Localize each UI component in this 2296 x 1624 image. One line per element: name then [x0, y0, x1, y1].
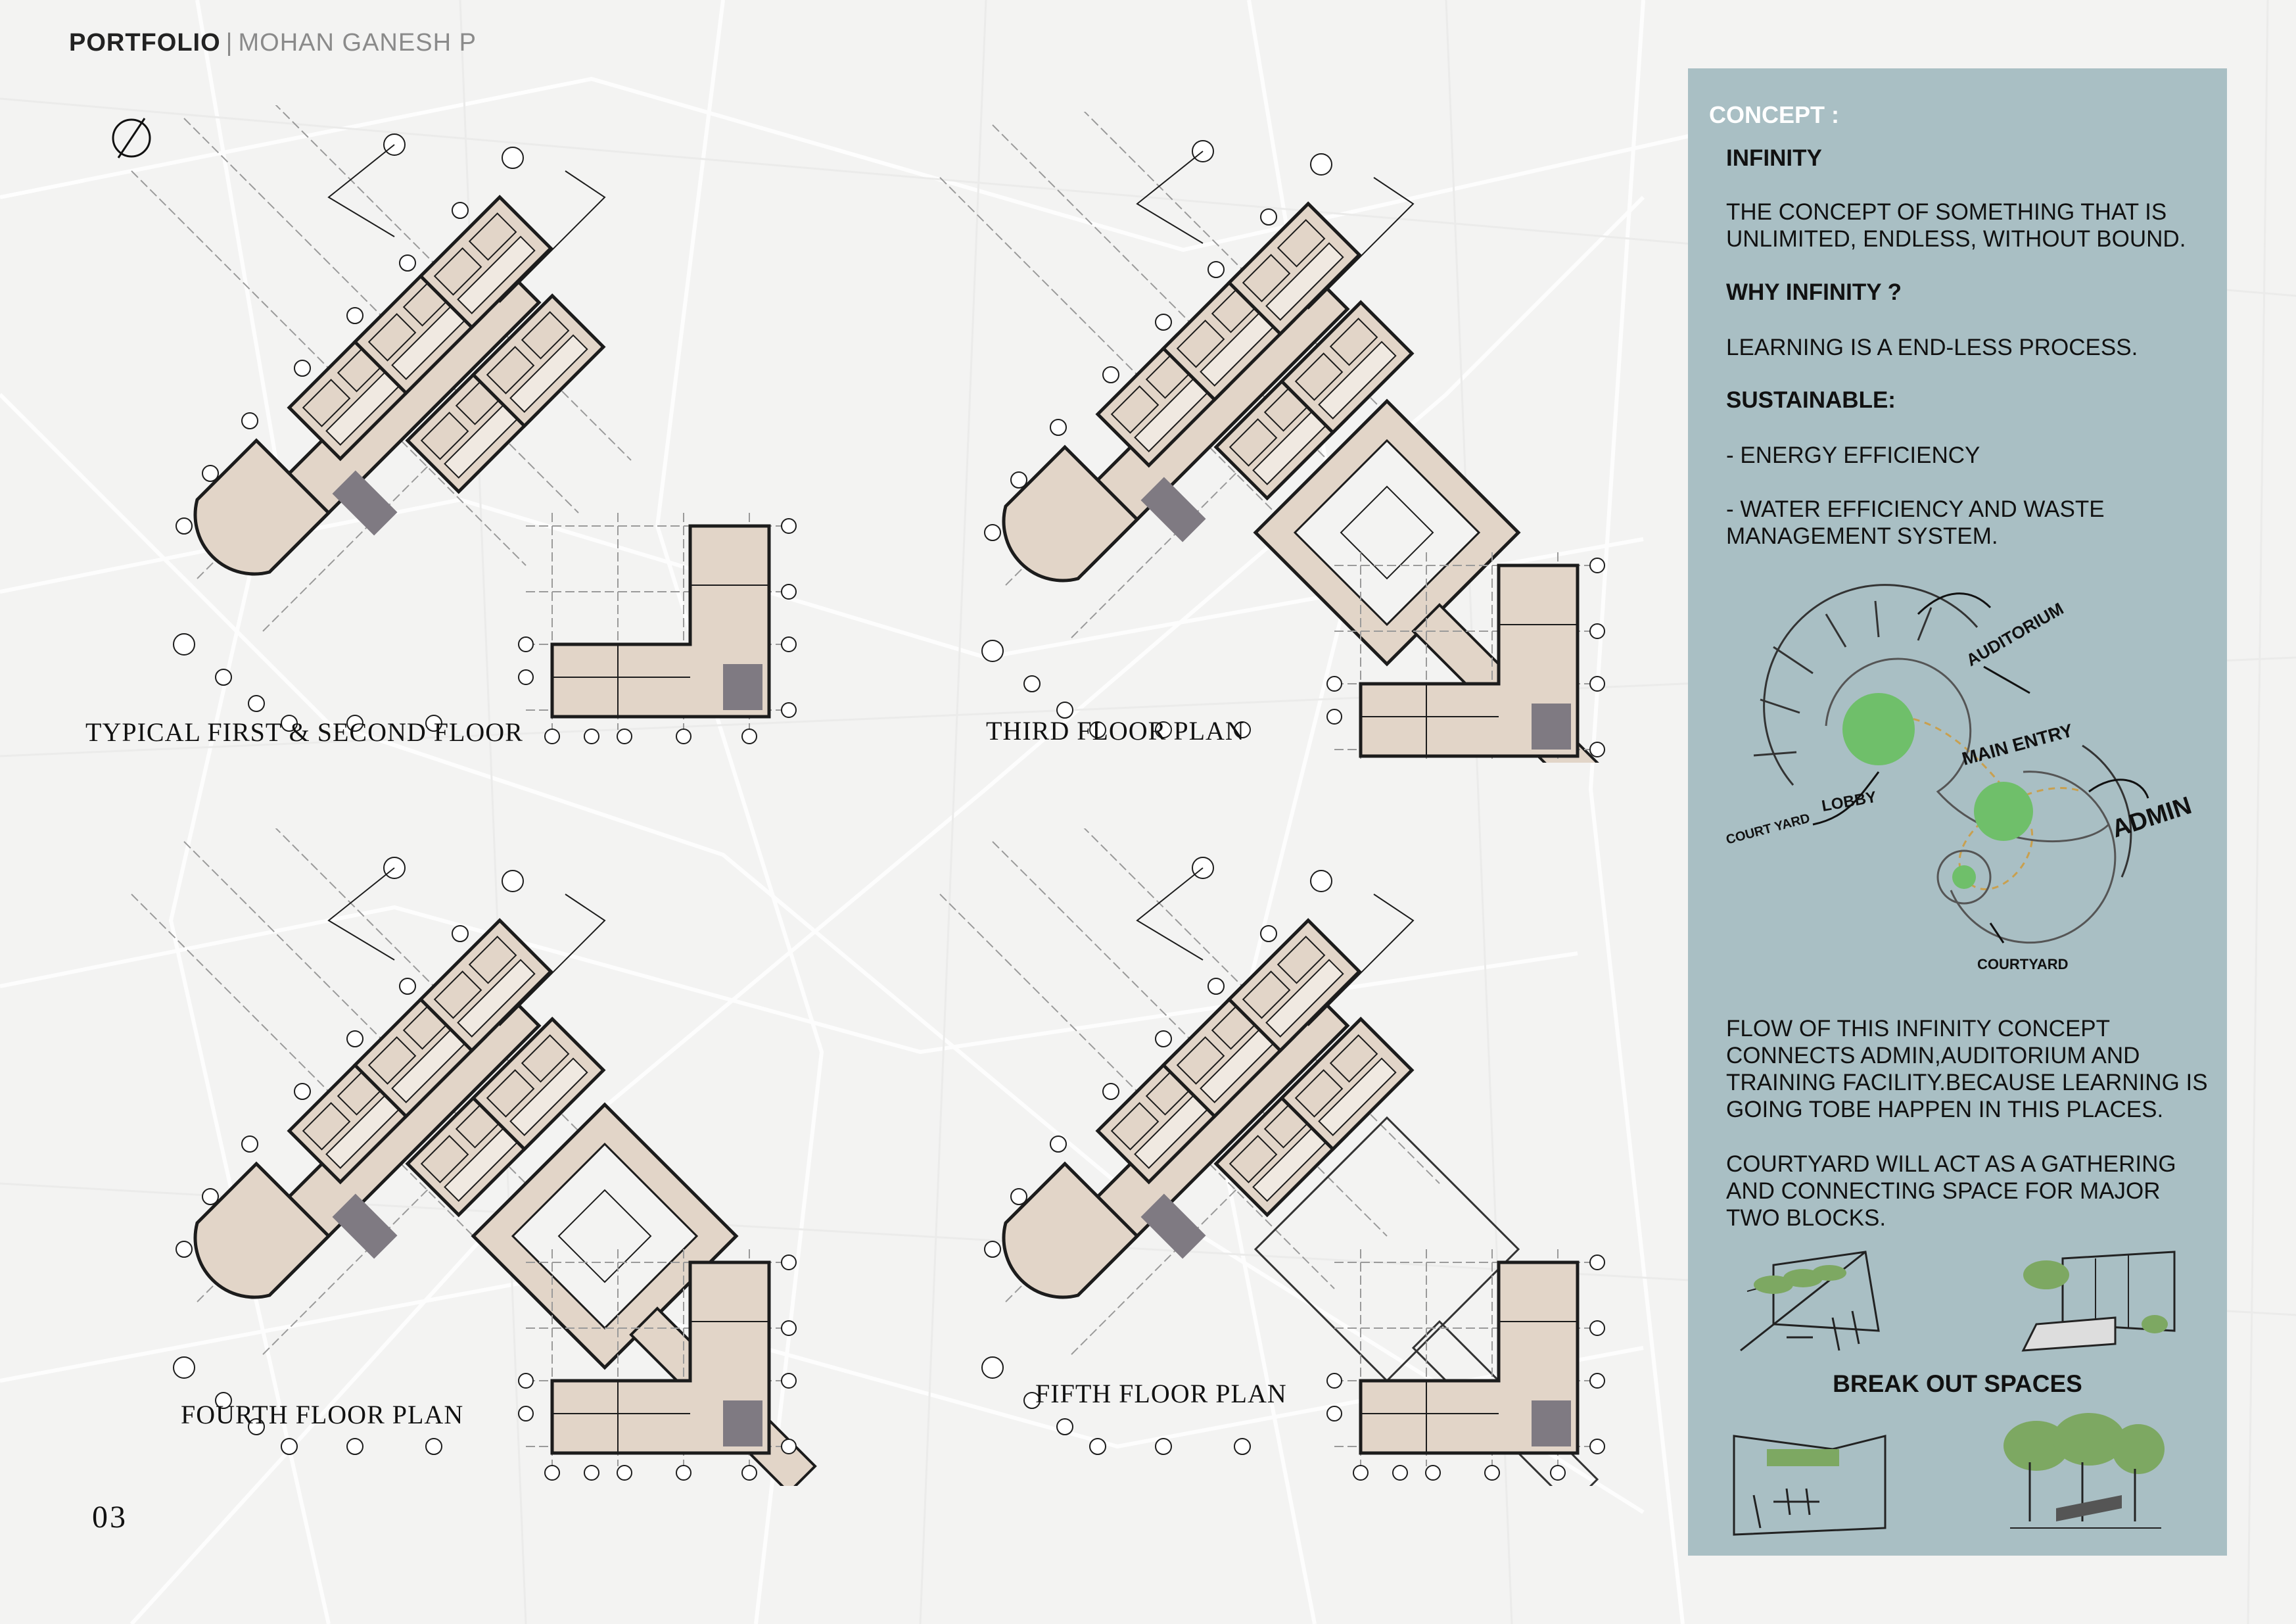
why-heading: WHY INFINITY ? — [1726, 279, 1902, 305]
courtyard-text: COURTYARD WILL ACT AS A GATHERING AND CONNECTING SPACE FOR MAJOR TWO BLOCKS. — [1726, 1151, 2176, 1231]
auditorium-label: AUDITORIUM — [1963, 598, 2067, 671]
plan-title-fourth: FOURTH FLOOR PLAN — [181, 1400, 464, 1429]
breakout-sketch-2 — [2017, 1239, 2188, 1364]
infinity-concept-diagram — [1714, 575, 2214, 982]
floor-plan-third — [927, 112, 1656, 763]
concept-definition: THE CONCEPT OF SOMETHING THAT IS UNLIMITED, ENDLESS, WITHOUT BOUND. — [1726, 199, 2186, 252]
breakout-spaces-label: BREAK OUT SPACES — [1833, 1370, 2082, 1397]
floor-plan-fourth — [118, 828, 841, 1486]
concept-panel — [1688, 68, 2227, 1556]
breakout-sketch-4 — [1997, 1410, 2168, 1535]
plan-title-fifth: FIFTH FLOOR PLAN — [1035, 1379, 1287, 1408]
auditorium-green-circle — [1842, 693, 1915, 765]
floor-plan-typical-first-second — [118, 105, 841, 763]
court-yard-label: COURT YARD — [1724, 811, 1812, 848]
author-name: MOHAN GANESH P — [238, 29, 477, 57]
breakout-sketch-3 — [1727, 1423, 1898, 1548]
admin-label: ADMIN — [2108, 792, 2195, 844]
why-text: LEARNING IS A END-LESS PROCESS. — [1726, 335, 2138, 360]
energy-text: - ENERGY EFFICIENCY — [1726, 442, 1980, 468]
breakout-sketch-1 — [1734, 1239, 1905, 1364]
portfolio-label: PORTFOLIO — [69, 29, 221, 57]
plan-title-third: THIRD FLOOR PLAN — [986, 716, 1245, 746]
page-number: 03 — [92, 1500, 128, 1535]
water-text: - WATER EFFICIENCY AND WASTE MANAGEMENT SYSTEM. — [1726, 496, 2105, 549]
courtyard-label: COURTYARD — [1977, 956, 2069, 972]
plan-title-typical: TYPICAL FIRST & SECOND FLOOR — [85, 717, 523, 747]
concept-label: CONCEPT : — [1709, 101, 1839, 128]
header-separator: | — [225, 29, 233, 57]
courtyard-green-circle — [1952, 865, 1976, 889]
page-header — [69, 29, 477, 57]
flow-text: FLOW OF THIS INFINITY CONCEPT CONNECTS ADMIN,AUDITORIUM AND TRAINING FACILITY.BECAUSE LEARNING IS GOING TOBE HAPPEN IN THIS PLACES. — [1726, 1016, 2208, 1122]
main-entry-label: MAIN ENTRY — [1959, 720, 2075, 769]
lobby-label: LOBBY — [1820, 788, 1878, 815]
sustainable-heading: SUSTAINABLE: — [1726, 387, 1896, 413]
admin-green-circle — [1974, 782, 2033, 841]
concept-heading: INFINITY — [1726, 145, 1822, 171]
